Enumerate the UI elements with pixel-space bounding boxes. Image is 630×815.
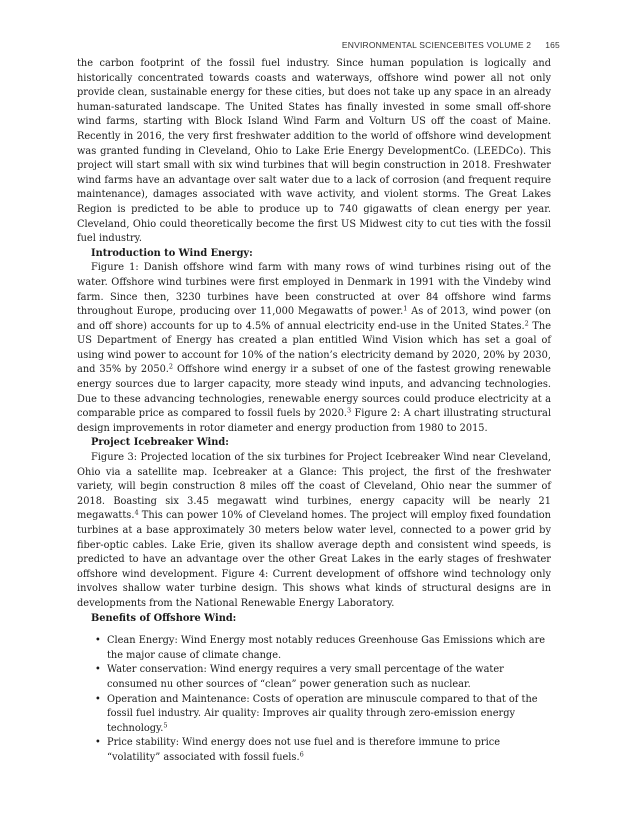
footnote-ref-2b[interactable]: 2 [168,362,174,371]
heading-introduction: Introduction to Wind Energy: [91,247,253,259]
list-item [107,663,551,692]
project-text-a: Figure 3: Projected location of the six turbines for Project Icebreaker Wind near Cleveland, Ohio via a satellite map. Icebreaker at a Glance: This project, the first of the freshwater variety, will begin construction 8 miles off the coast of Cleveland, Ohio near the summer of 2018. Boasting six 3.45 megawatt wind turbines, energy capacity will be nearly 21 megawatts. [77,452,551,522]
paragraph-project-icebreaker [77,451,551,612]
benefits-list [77,634,551,765]
footnote-ref-1[interactable]: 1 [403,304,408,313]
paragraph-introduction [77,261,551,436]
list-item [107,736,551,765]
footnote-ref-6[interactable]: 6 [299,750,304,759]
article-body [77,57,551,766]
heading-benefits: Benefits of Offshore Wind: [91,612,237,624]
benefit-clean-energy: Clean Energy: Wind Energy most notably reduces Greenhouse Gas Emissions which are the major cause of climate change. [107,635,546,661]
running-header [70,40,560,50]
paragraph-carbon-footprint: the carbon footprint of the fossil fuel industry. Since human population is logically and historically concentrated towards coasts and waterways, offshore wind power all not only provide clean, sustainable energy for these cities, but does not take up any space in an already human-saturated landscape. The United States has finally invested in some small off-shore wind farms, starting with Block Island Wind Farm and Volturn US off the coast of Maine. Recently in 2016, the very first freshwater addition to the world of offshore wind development was granted funding in Cleveland, Ohio to Lake Erie Energy DevelopmentCo. (LEEDCo). This project will start small with six wind turbines that will begin construction in 2018. Freshwater wind farms have an advantage over salt water due to a lack of corrosion (and frequent require maintenance), damages associated with wave activity, and violent storms. The Great Lakes Region is predicted to be able to produce up to 740 gigawatts of clean energy per year. Cleveland, Ohio could theoretically become the first US Midwest city to cut ties with the fossil fuel industry. [77,58,551,245]
list-item [107,634,551,663]
intro-text-b: As of 2013, wind power (on and off shore) accounts for up to 4.5% of annual electricity end-use in the United States. [77,306,551,332]
intro-text-c: The US Department of Energy has created a plan entitled Wind Vision which has set a goal of using wind power to account for 10% of the nation’s electricity demand by 2020, 20% by 2030, and 35% by 2050. [77,320,551,376]
intro-text-e: Figure 2: A chart illustrating structural design improvements in rotor diameter and energy production from 1980 to 2015. [77,408,551,434]
intro-text-d: Offshore wind energy ir a subset of one of the fastest growing renewable energy sources due to larger capacity, more steady wind inputs, and advancing technologies. Due to these advancing technologies, renewable energy sources could produce electricity at a comparable price as compared to fossil fuels by 2020. [77,364,551,420]
journal-title: ENVIRONMENTAL SCIENCEBITES VOLUME 2 [341,40,532,50]
benefit-water-conservation: Water conservation: Wind energy requires a very small percentage of the water consumed nu other sources of “clean” power generation such as nuclear. [107,664,504,690]
benefit-price-stability: Price stability: Wind energy does not use fuel and is therefore immune to price “volatility” associated with fossil fuels. [107,737,501,763]
footnote-ref-2[interactable]: 2 [524,319,529,328]
list-item [107,693,551,737]
heading-project-icebreaker: Project Icebreaker Wind: [91,437,229,449]
intro-text-a: Figure 1: Danish offshore wind farm with many rows of wind turbines rising out of the water. Offshore wind turbines were first employed in Denmark in 1991 with the Vindeby wind farm. Since then, 3230 turbines have been constructed at over 84 offshore wind farms throughout Europe, producing over 11,000 Megawatts of power. [77,262,551,318]
project-text-b: This can power 10% of Cleveland homes. The project will employ fixed foundation turbines at a base approximately 30 meters below water level, connected to a power grid by fiber-optic cables. Lake Erie, given its shallow average depth and consistent wind speeds, is predicted to have an advantage over the other Great Lakes in the early stages of freshwater offshore wind development. Figure 4: Current development of offshore wind technology only involves shallow water turbine design. This shows what kinds of structural designs are in developments from the National Renewable Energy Laboratory. [77,510,551,609]
page-number: 165 [545,40,560,50]
footnote-ref-3[interactable]: 3 [347,406,352,415]
benefit-operation-maintenance: Operation and Maintenance: Costs of operation are minuscule compared to that of the fossil fuel industry. Air quality: Improves air quality through zero-emission energy technology. [107,693,538,734]
footnote-ref-4[interactable]: 4 [134,508,139,517]
footnote-ref-5[interactable]: 5 [163,721,168,730]
